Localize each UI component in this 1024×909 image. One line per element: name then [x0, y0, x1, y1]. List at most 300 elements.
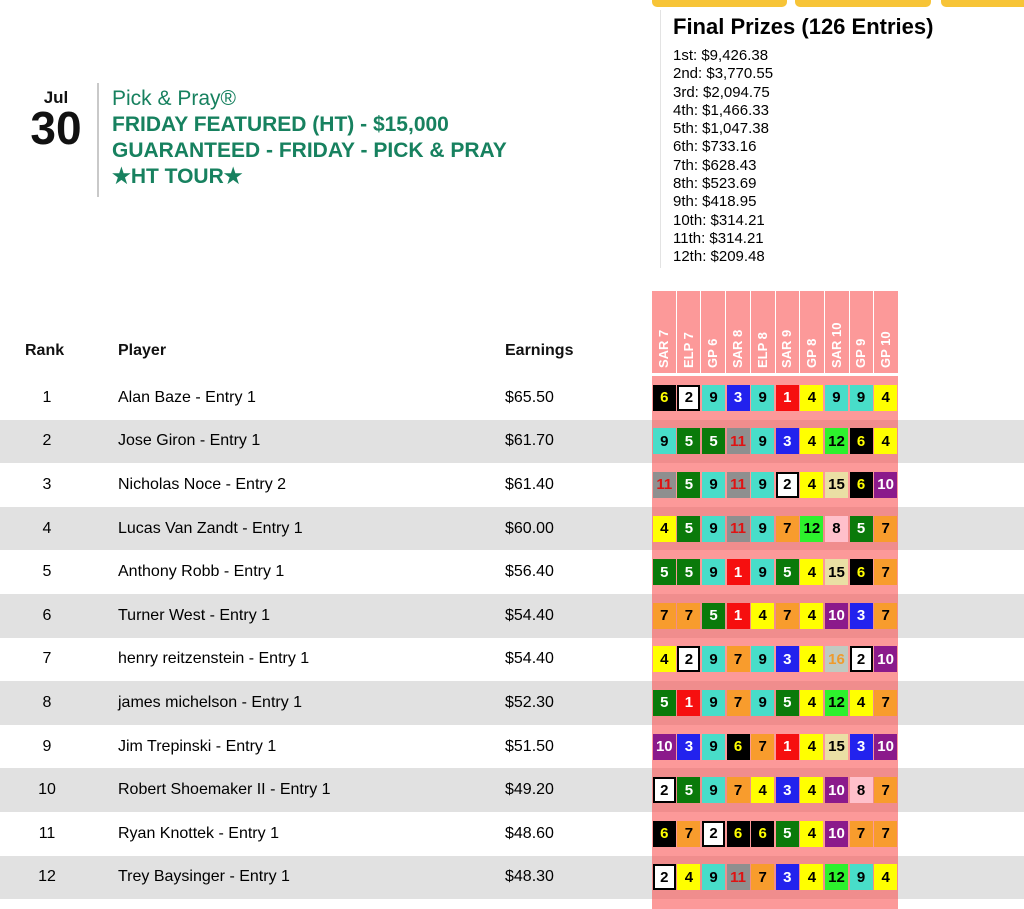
- pick-column: [677, 690, 702, 716]
- pick-cell: 4: [874, 864, 897, 890]
- pick-column: [800, 646, 825, 672]
- pick-cell: 7: [874, 603, 897, 629]
- pick-cell: 3: [776, 428, 799, 454]
- pick-cell: 9: [850, 385, 873, 411]
- pick-column: [849, 559, 874, 585]
- pick-column: [726, 646, 751, 672]
- pick-cell: 6: [751, 821, 774, 847]
- player-cell: Trey Baysinger - Entry 1: [118, 868, 290, 886]
- prize-line: 8th: $523.69: [673, 175, 757, 193]
- race-column-header: [874, 291, 898, 373]
- pick-cell: 15: [825, 734, 848, 760]
- pick-cell: 4: [800, 864, 823, 890]
- pick-cell: 7: [874, 516, 897, 542]
- earnings-cell: $61.70: [505, 432, 554, 450]
- pick-column: [677, 428, 702, 454]
- pick-column: [701, 385, 726, 411]
- earnings-cell: $65.50: [505, 388, 554, 406]
- pick-cell: 11: [727, 428, 750, 454]
- pick-column: [701, 734, 726, 760]
- pick-column: [750, 777, 775, 803]
- pick-column: [800, 690, 825, 716]
- pick-column: [775, 777, 800, 803]
- pick-cell: 4: [874, 428, 897, 454]
- pick-column: [677, 603, 702, 629]
- pick-cell: 3: [776, 864, 799, 890]
- rank-cell: 9: [42, 737, 52, 755]
- pick-column: [873, 472, 898, 498]
- pick-column: [849, 516, 874, 542]
- pick-column: [677, 516, 702, 542]
- rank-cell: 8: [42, 693, 52, 711]
- pick-column: [849, 385, 874, 411]
- picks-strip: [652, 550, 898, 594]
- race-label: GP 9: [853, 338, 869, 368]
- pick-column: [726, 777, 751, 803]
- pick-column: [775, 864, 800, 890]
- pick-cell: 5: [677, 516, 700, 542]
- pick-cell: 9: [751, 472, 774, 498]
- pick-cell: 11: [727, 864, 750, 890]
- pick-column: [873, 777, 898, 803]
- race-column-header: [825, 291, 850, 373]
- pick-column: [800, 472, 825, 498]
- race-label: SAR 7: [655, 329, 671, 368]
- pick-cell: 7: [677, 821, 700, 847]
- pick-column: [800, 559, 825, 585]
- race-column-header: [751, 291, 776, 373]
- pick-cell: 2: [776, 472, 799, 498]
- pick-cell: 12: [800, 516, 823, 542]
- pick-cell: 10: [874, 646, 897, 672]
- pick-column: [701, 603, 726, 629]
- pick-cell: 4: [751, 603, 774, 629]
- pick-column: [849, 472, 874, 498]
- pick-column: [775, 646, 800, 672]
- pick-cell: 9: [751, 516, 774, 542]
- pick-column: [800, 428, 825, 454]
- pick-column: [873, 428, 898, 454]
- prize-line: 7th: $628.43: [673, 156, 757, 174]
- rank-cell: 2: [42, 432, 52, 450]
- pick-cell: 12: [825, 428, 848, 454]
- pick-column: [726, 428, 751, 454]
- pick-column: [873, 385, 898, 411]
- pick-column: [800, 603, 825, 629]
- pick-cell: 5: [677, 559, 700, 585]
- race-column-header: [726, 291, 751, 373]
- pick-cell: 9: [702, 777, 725, 803]
- pick-cell: 9: [702, 559, 725, 585]
- pick-column: [849, 690, 874, 716]
- pick-column: [800, 385, 825, 411]
- pick-column: [750, 864, 775, 890]
- pick-column: [652, 690, 677, 716]
- pick-cell: 8: [850, 777, 873, 803]
- earnings-cell: $48.30: [505, 868, 554, 886]
- pick-cell: 3: [677, 734, 700, 760]
- pick-cell: 7: [776, 516, 799, 542]
- picks-strip: [652, 376, 898, 420]
- pick-column: [849, 603, 874, 629]
- pick-column: [677, 734, 702, 760]
- pick-column: [677, 385, 702, 411]
- pick-cell: 15: [825, 559, 848, 585]
- pick-column: [775, 428, 800, 454]
- pick-cell: 4: [800, 559, 823, 585]
- player-cell: Jose Giron - Entry 1: [118, 432, 261, 450]
- picks-strip: [652, 681, 898, 725]
- pick-column: [701, 864, 726, 890]
- pick-cell: 7: [677, 603, 700, 629]
- pick-column: [824, 385, 849, 411]
- pick-column: [824, 734, 849, 760]
- pick-column: [775, 603, 800, 629]
- pick-cell: 7: [727, 646, 750, 672]
- pick-column: [652, 734, 677, 760]
- pick-cell: 9: [751, 385, 774, 411]
- pick-column: [824, 472, 849, 498]
- pick-cell: 7: [727, 777, 750, 803]
- pick-cell: 8: [825, 516, 848, 542]
- pick-column: [750, 646, 775, 672]
- pick-column: [873, 690, 898, 716]
- pick-column: [701, 516, 726, 542]
- prize-line: 2nd: $3,770.55: [673, 65, 774, 83]
- prize-line: 10th: $314.21: [673, 211, 765, 229]
- pick-column: [726, 516, 751, 542]
- pick-column: [775, 516, 800, 542]
- pick-cell: 5: [653, 690, 676, 716]
- final-prizes-panel: [673, 14, 1013, 267]
- pick-column: [652, 864, 677, 890]
- event-brand: Pick & Pray®: [112, 87, 237, 110]
- pick-cell: 10: [874, 734, 897, 760]
- pick-cell: 9: [751, 646, 774, 672]
- pick-column: [849, 734, 874, 760]
- leaderboard-row: [0, 594, 1024, 638]
- pick-column: [849, 646, 874, 672]
- leaderboard-row: [0, 725, 1024, 769]
- pick-cell: 11: [727, 472, 750, 498]
- pick-column: [800, 777, 825, 803]
- pick-cell: 11: [727, 516, 750, 542]
- leaderboard-row: [0, 420, 1024, 464]
- picks-strip: [652, 594, 898, 638]
- pick-column: [701, 428, 726, 454]
- pick-column: [800, 864, 825, 890]
- pick-column: [701, 690, 726, 716]
- pick-cell: 10: [653, 734, 676, 760]
- pick-cell: 7: [874, 559, 897, 585]
- pick-cell: 6: [653, 385, 676, 411]
- pick-cell: 5: [776, 690, 799, 716]
- pick-column: [824, 821, 849, 847]
- leaderboard-row: [0, 376, 1024, 420]
- pick-cell: 2: [850, 646, 873, 672]
- pick-column: [824, 516, 849, 542]
- leaderboard-row: [0, 507, 1024, 551]
- pick-cell: 4: [800, 734, 823, 760]
- pick-column: [750, 734, 775, 760]
- player-cell: Ryan Knottek - Entry 1: [118, 824, 279, 842]
- prize-line: 9th: $418.95: [673, 193, 757, 211]
- leaderboard-rows: [0, 376, 1024, 909]
- pick-column: [750, 472, 775, 498]
- race-column-header: [652, 291, 677, 373]
- rank-cell: 4: [42, 519, 52, 537]
- picks-strip: [652, 768, 898, 812]
- pick-cell: 7: [776, 603, 799, 629]
- player-cell: henry reitzenstein - Entry 1: [118, 650, 310, 668]
- pick-cell: 5: [702, 428, 725, 454]
- pick-column: [775, 559, 800, 585]
- pick-cell: 5: [776, 821, 799, 847]
- pick-cell: 2: [653, 864, 676, 890]
- leaderboard-row: [0, 856, 1024, 900]
- rank-cell: 1: [42, 388, 52, 406]
- leaderboard-row: [0, 638, 1024, 682]
- pick-cell: 9: [751, 428, 774, 454]
- pick-column: [775, 385, 800, 411]
- prize-line: 4th: $1,466.33: [673, 101, 769, 119]
- pick-cell: 4: [800, 472, 823, 498]
- pick-column: [652, 646, 677, 672]
- pick-cell: 6: [850, 559, 873, 585]
- pick-cell: 7: [850, 821, 873, 847]
- prize-line: 11th: $314.21: [673, 229, 764, 247]
- pick-cell: 1: [727, 603, 750, 629]
- pick-column: [873, 603, 898, 629]
- earnings-cell: $60.00: [505, 519, 554, 537]
- leaderboard-row: [0, 681, 1024, 725]
- pick-column: [800, 734, 825, 760]
- pick-cell: 4: [677, 864, 700, 890]
- earnings-cell: $51.50: [505, 737, 554, 755]
- pick-cell: 9: [825, 385, 848, 411]
- earnings-cell: $54.40: [505, 606, 554, 624]
- pick-column: [873, 864, 898, 890]
- pick-column: [652, 472, 677, 498]
- pick-column: [726, 385, 751, 411]
- pick-cell: 1: [727, 559, 750, 585]
- prize-line: 6th: $733.16: [673, 138, 757, 156]
- pick-column: [652, 516, 677, 542]
- pick-column: [726, 734, 751, 760]
- earnings-cell: $56.40: [505, 563, 554, 581]
- final-prizes-list: [673, 47, 1013, 267]
- event-title: [112, 86, 692, 190]
- pick-column: [873, 646, 898, 672]
- top-button-2[interactable]: [795, 0, 931, 7]
- pick-column: [775, 690, 800, 716]
- pick-column: [800, 821, 825, 847]
- race-column-header: [701, 291, 726, 373]
- picks-strip: [652, 638, 898, 682]
- pick-column: [800, 516, 825, 542]
- pick-cell: 7: [874, 821, 897, 847]
- pick-column: [726, 472, 751, 498]
- earnings-cell: $48.60: [505, 824, 554, 842]
- pick-cell: 12: [825, 690, 848, 716]
- event-date-day: 30: [30, 102, 82, 154]
- rank-cell: 5: [42, 563, 52, 581]
- pick-cell: 4: [800, 428, 823, 454]
- rank-cell: 3: [42, 475, 52, 493]
- event-date-month: Jul: [43, 88, 69, 107]
- pick-cell: 15: [825, 472, 848, 498]
- pick-column: [652, 428, 677, 454]
- earnings-cell: $52.30: [505, 693, 554, 711]
- earnings-cell: $54.40: [505, 650, 554, 668]
- earnings-cell: $49.20: [505, 781, 554, 799]
- pick-column: [701, 821, 726, 847]
- pick-column: [726, 821, 751, 847]
- pick-column: [750, 428, 775, 454]
- race-column-header: [850, 291, 875, 373]
- race-column-header: [800, 291, 825, 373]
- race-label: ELP 8: [754, 332, 770, 368]
- pick-column: [750, 821, 775, 847]
- race-label: ELP 7: [680, 332, 696, 368]
- pick-column: [750, 690, 775, 716]
- pick-cell: 1: [677, 690, 700, 716]
- pick-column: [677, 646, 702, 672]
- pick-column: [677, 472, 702, 498]
- pick-cell: 3: [727, 385, 750, 411]
- pick-cell: 5: [702, 603, 725, 629]
- picks-strip: [652, 899, 898, 909]
- rank-cell: 10: [38, 781, 56, 799]
- pick-cell: 7: [874, 777, 897, 803]
- pick-cell: 7: [751, 734, 774, 760]
- pick-column: [824, 646, 849, 672]
- top-button-1[interactable]: [652, 0, 787, 7]
- date-divider: [97, 83, 99, 197]
- pick-cell: 3: [850, 603, 873, 629]
- player-cell: Nicholas Noce - Entry 2: [118, 475, 287, 493]
- pick-cell: 9: [702, 472, 725, 498]
- pick-column: [750, 559, 775, 585]
- pick-cell: 4: [653, 646, 676, 672]
- pick-cell: 7: [874, 690, 897, 716]
- pick-cell: 4: [800, 603, 823, 629]
- rank-cell: 7: [42, 650, 52, 668]
- pick-cell: 9: [653, 428, 676, 454]
- pick-cell: 10: [825, 777, 848, 803]
- pick-cell: 9: [702, 646, 725, 672]
- leaderboard-row: [0, 550, 1024, 594]
- column-header-earnings: Earnings: [505, 342, 574, 359]
- pick-column: [652, 559, 677, 585]
- pick-cell: 5: [776, 559, 799, 585]
- pick-cell: 5: [653, 559, 676, 585]
- player-cell: Lucas Van Zandt - Entry 1: [118, 519, 303, 537]
- pick-column: [849, 821, 874, 847]
- player-cell: Robert Shoemaker II - Entry 1: [118, 781, 331, 799]
- race-header-row: [652, 291, 898, 373]
- pick-column: [775, 472, 800, 498]
- pick-column: [824, 690, 849, 716]
- pick-cell: 6: [653, 821, 676, 847]
- rank-cell: 6: [42, 606, 52, 624]
- pick-column: [873, 821, 898, 847]
- column-header-player: Player: [118, 342, 167, 359]
- pick-column: [849, 777, 874, 803]
- pick-cell: 9: [850, 864, 873, 890]
- pick-column: [849, 864, 874, 890]
- pick-column: [701, 472, 726, 498]
- pick-cell: 9: [751, 559, 774, 585]
- column-header-rank: Rank: [25, 342, 65, 359]
- picks-strip: [652, 507, 898, 551]
- event-title-line: ★HT TOUR★: [112, 165, 243, 188]
- pick-cell: 7: [653, 603, 676, 629]
- pick-column: [824, 777, 849, 803]
- pick-cell: 1: [776, 734, 799, 760]
- pick-column: [726, 690, 751, 716]
- pick-column: [775, 821, 800, 847]
- picks-strip: [652, 812, 898, 856]
- pick-column: [652, 603, 677, 629]
- pick-cell: 12: [825, 864, 848, 890]
- pick-column: [701, 646, 726, 672]
- prizes-divider: [660, 10, 661, 268]
- pick-cell: 6: [727, 821, 750, 847]
- pick-column: [652, 821, 677, 847]
- race-label: GP 6: [705, 338, 721, 368]
- race-label: SAR 8: [729, 329, 745, 368]
- top-button-3[interactable]: [941, 0, 1024, 7]
- final-prizes-title: Final Prizes (126 Entries): [673, 14, 934, 39]
- race-column-header: [776, 291, 801, 373]
- pick-cell: 4: [800, 646, 823, 672]
- prize-line: 5th: $1,047.38: [673, 120, 769, 138]
- pick-cell: 10: [825, 821, 848, 847]
- pick-column: [677, 777, 702, 803]
- pick-cell: 3: [776, 646, 799, 672]
- race-label: GP 8: [804, 338, 820, 368]
- event-title-line: FRIDAY FEATURED (HT) - $15,000: [112, 113, 449, 136]
- picks-strip: [652, 856, 898, 900]
- pick-cell: 4: [800, 385, 823, 411]
- prize-line: 12th: $209.48: [673, 248, 765, 266]
- pick-cell: 9: [751, 690, 774, 716]
- pick-column: [701, 559, 726, 585]
- pick-cell: 2: [677, 385, 700, 411]
- pick-cell: 4: [800, 690, 823, 716]
- pick-column: [726, 864, 751, 890]
- leaderboard-row: [0, 463, 1024, 507]
- pick-column: [726, 603, 751, 629]
- pick-column: [775, 734, 800, 760]
- pick-cell: 5: [677, 428, 700, 454]
- rank-cell: 11: [38, 824, 56, 842]
- pick-column: [750, 516, 775, 542]
- pick-cell: 9: [702, 385, 725, 411]
- pick-cell: 2: [677, 646, 700, 672]
- pick-cell: 5: [850, 516, 873, 542]
- pick-cell: 6: [727, 734, 750, 760]
- player-cell: Anthony Robb - Entry 1: [118, 563, 285, 581]
- rank-cell: 12: [38, 868, 56, 886]
- pick-cell: 16: [825, 646, 848, 672]
- pick-column: [726, 559, 751, 585]
- pick-cell: 6: [850, 428, 873, 454]
- race-label: GP 10: [878, 331, 894, 368]
- pick-cell: 10: [874, 472, 897, 498]
- pick-column: [824, 864, 849, 890]
